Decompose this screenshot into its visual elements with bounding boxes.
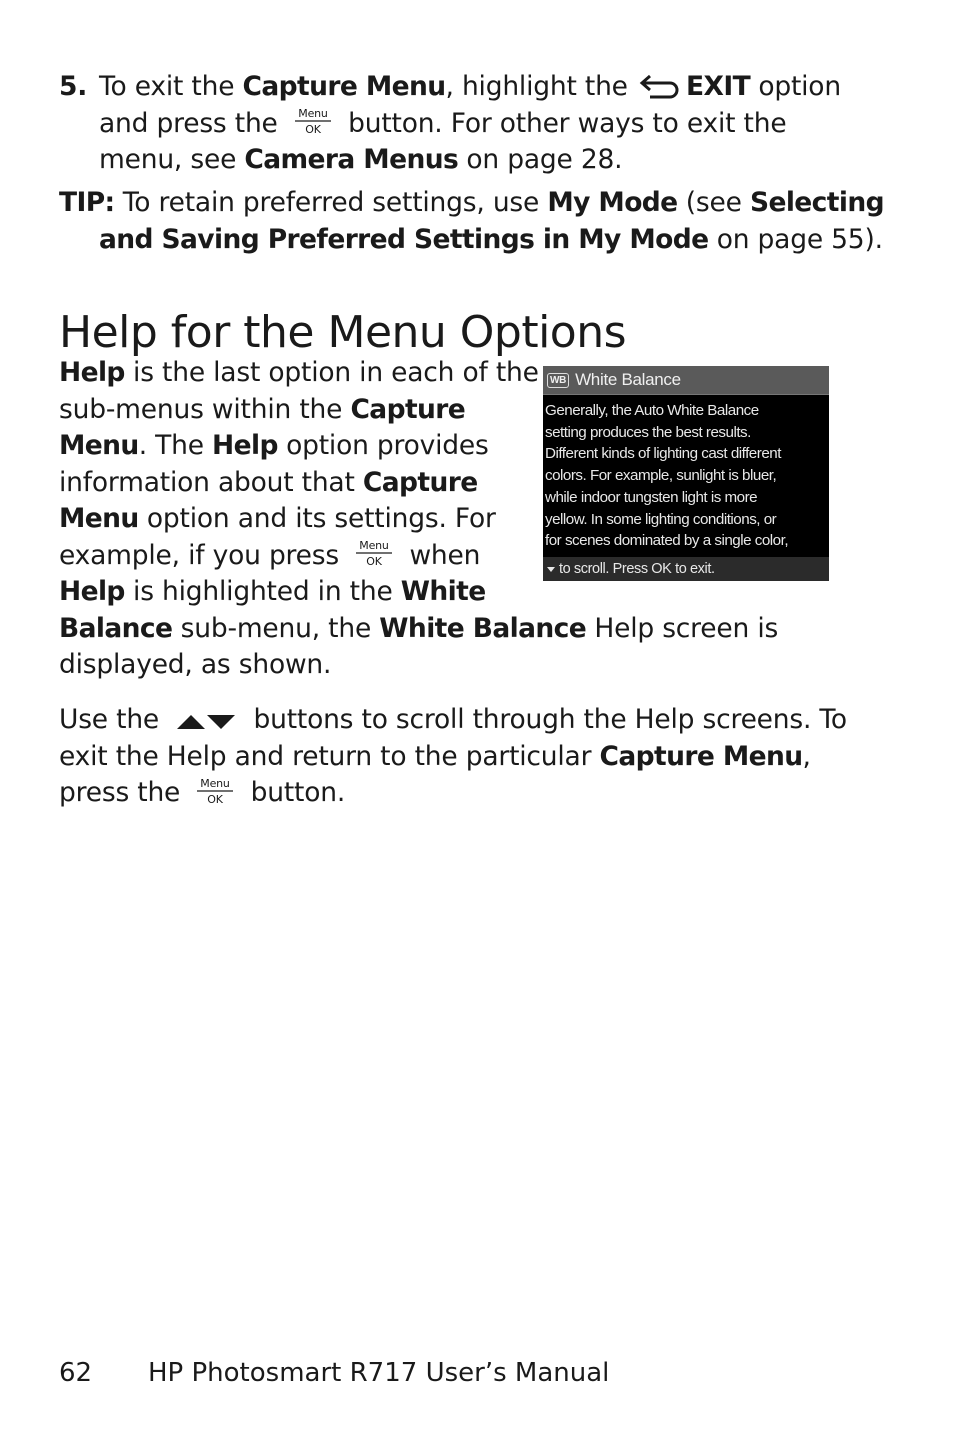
menu-ok-top-text: Menu	[359, 539, 389, 552]
scroll-line-2	[59, 739, 847, 776]
manual-title: HP Photosmart R717 User’s Manual	[148, 1358, 610, 1388]
text: press the	[59, 777, 189, 808]
step-number: 5.	[59, 71, 88, 102]
scroll-paragraph	[59, 702, 847, 812]
white-term: White	[400, 576, 486, 607]
text: example, if you press	[59, 539, 348, 571]
text: (see	[677, 187, 750, 218]
up-down-arrows-icon	[175, 707, 237, 729]
screen-title: White Balance	[575, 370, 681, 389]
balance-term: Balance	[59, 612, 173, 644]
screen-line: for scenes dominated by a single color,	[545, 532, 789, 550]
menu-ok-bottom-text: OK	[305, 123, 321, 136]
text: button.	[242, 777, 346, 808]
help-line-8	[59, 611, 778, 648]
text: on page 28.	[458, 144, 623, 175]
menu-ok-bottom-text: OK	[366, 555, 382, 568]
screen-line: while indoor tungsten light is more	[545, 488, 758, 506]
text: sub-menus within the	[59, 393, 351, 425]
text: menu, see	[99, 144, 245, 175]
text: is highlighted in the	[124, 576, 401, 607]
screen-line: setting produces the best results.	[545, 423, 751, 441]
step-5-line-2	[59, 106, 841, 143]
camera-menus-link[interactable]: Camera Menus	[244, 144, 459, 175]
tip-line-2	[59, 222, 884, 259]
saving-settings-link[interactable]: and Saving Preferred Settings in My Mode	[99, 223, 709, 255]
text: option	[750, 71, 841, 102]
step-5	[59, 69, 841, 179]
capture-term: Capture	[362, 466, 478, 498]
tip	[59, 185, 884, 258]
menu-ok-top-text: Menu	[298, 107, 328, 120]
text: exit the Help and return to the particular	[59, 740, 600, 772]
text: ,	[802, 740, 811, 772]
help-line-9	[59, 647, 778, 684]
tip-label: TIP:	[59, 187, 115, 218]
screen-line: Different kinds of lighting cast different	[545, 445, 781, 463]
screen-line: Generally, the Auto White Balance	[545, 402, 759, 419]
down-arrow-icon	[546, 564, 556, 574]
help-term: Help	[212, 430, 278, 461]
menu-ok-button-icon	[353, 538, 395, 568]
step-5-line-1	[59, 69, 841, 106]
menu-ok-button-icon	[292, 106, 334, 136]
text: and press the	[99, 107, 286, 139]
white-balance-help-screen	[543, 366, 829, 581]
white-balance-icon: WB	[547, 373, 569, 388]
menu-ok-bottom-text: OK	[207, 792, 224, 806]
text: when	[401, 539, 481, 571]
step-5-line-3	[59, 142, 841, 179]
capture-menu-term: Capture Menu	[599, 740, 803, 772]
text: on page 55).	[708, 223, 883, 255]
text: To exit the	[99, 71, 243, 102]
menu-term: Menu	[59, 503, 139, 534]
screen-title-bar	[543, 366, 829, 395]
screen-line: colors. For example, sunlight is bluer,	[545, 467, 777, 485]
text: displayed, as shown.	[59, 649, 332, 680]
my-mode-term: My Mode	[547, 187, 678, 218]
text: button. For other ways to exit the	[339, 107, 787, 139]
menu-term: Menu	[59, 430, 139, 461]
exit-term: EXIT	[686, 71, 751, 102]
scroll-line-1	[59, 702, 847, 739]
help-term: Help	[59, 576, 125, 607]
scroll-line-3	[59, 775, 847, 812]
text: Use the	[59, 704, 168, 735]
text: is the last option in each of the	[124, 357, 539, 388]
menu-ok-button-icon	[194, 776, 236, 806]
screen-footer	[543, 557, 829, 581]
exit-return-arrow-icon	[638, 71, 682, 101]
screen-footer-text: to scroll. Press OK to exit.	[559, 561, 715, 577]
help-term: Help	[59, 357, 125, 388]
section-heading: Help for the Menu Options	[59, 307, 627, 359]
text: sub-menu, the	[172, 612, 380, 644]
capture-term: Capture	[350, 393, 466, 425]
text: option provides	[277, 430, 489, 461]
selecting-link[interactable]: Selecting	[749, 187, 884, 218]
text: option and its settings. For	[138, 503, 496, 534]
tip-line-1	[59, 185, 884, 222]
text: information about that	[59, 466, 363, 498]
text: , highlight the	[445, 71, 637, 102]
menu-ok-top-text: Menu	[200, 776, 231, 790]
capture-menu-term: Capture Menu	[242, 71, 446, 102]
text: . The	[138, 430, 213, 461]
text: To retain preferred settings, use	[114, 187, 548, 218]
text: buttons to scroll through the Help screens. To	[245, 704, 847, 735]
screen-body	[543, 395, 829, 552]
screen-line: yellow. In some lighting conditions, or	[545, 510, 777, 528]
text: Help screen is	[586, 612, 779, 644]
page-number: 62	[59, 1358, 93, 1388]
white-balance-term: White Balance	[379, 612, 587, 644]
